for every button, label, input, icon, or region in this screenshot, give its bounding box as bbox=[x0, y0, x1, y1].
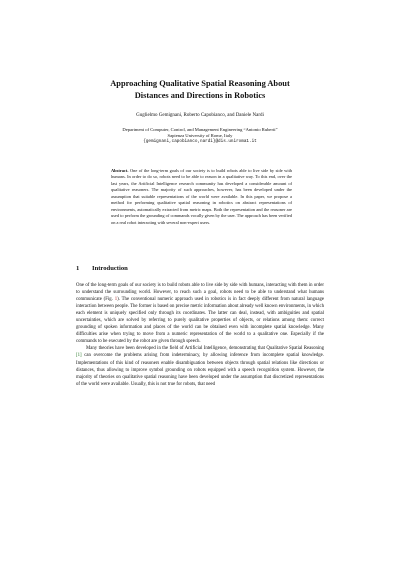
author-emails: {gemignani,capobianco,nardi}@dis.uniroma1.it bbox=[143, 139, 257, 145]
paragraph-1-text-b: ). The conventional numeric approach used in robotics is in fact deeply different from natural language interaction between people. The former is based on precise metric information about already well known environments, in which each element is uniquely specified only through its coordinates. The latter can deal, instead, with ambiguities and spatial uncertainties, which are solved by referring to purely qualitative properties of objects, or relations among them: correct grounding of spoken information and places of the world can be obtained even with incomplete spatial knowledge. Many difficulties arise when trying to move from a numeric representation of the world to a qualitative one. Especially if the commands to be executed by the robot are given through speech. bbox=[76, 297, 324, 345]
affiliation-university: Sapienza University of Rome, Italy bbox=[167, 133, 233, 139]
abstract-text: One of the long-term goals of our society is to build robots able to live side by side with humans. In order to do so, robots need to be able to reason in a qualitative way. To this end, over the last years, the Artificial Intelligence research community has developed a considerable amount of qualitative reasoners. The majority of such approaches, however, has been developed under the assumption that suitable representations of the world were available. In this paper, we propose a method for performing qualitative spatial reasoning in robotics on abstract representations of environments, automatically extracted from metric maps. Both the representation and the reasoner are used to perform the grounding of commands vocally given by the user. The approach has been verified on a real robot interacting with several non-expert users. bbox=[111, 168, 292, 225]
section-title: Introduction bbox=[92, 265, 128, 272]
section-heading bbox=[76, 264, 326, 273]
affiliation bbox=[40, 127, 360, 146]
section-number: 1 bbox=[76, 265, 80, 272]
title-line-1: Approaching Qualitative Spatial Reasoning About bbox=[110, 79, 290, 88]
affiliation-department: Department of Computer, Control, and Management Engineering “Antonio Ruberti” bbox=[122, 127, 278, 132]
paper-title bbox=[40, 78, 360, 102]
citation-link[interactable]: [1] bbox=[76, 353, 82, 359]
introduction-body bbox=[76, 282, 324, 388]
paragraph-2-text-a: Many theories have been developed in the field of Artificial Intelligence, demonstrating that Qualitative Spatial Reasoning bbox=[86, 346, 324, 352]
paragraph-2-text-b: can overcome the problems arising from indeterminacy, by allowing inference from incomplete spatial knowledge. Implementations of this kind of reasoners enable disambiguation between objects through spatial relations like directions or distances, thus allowing to improve symbol grounding on robots equipped with a speech recognition system. However, the majority of theories on qualitative spatial reasoning have been developed under the assumption that discretized representations of the world were available. Usually, this is not true for robots, that need bbox=[76, 353, 324, 387]
abstract-label: Abstract. bbox=[111, 168, 129, 173]
paragraph-1-text-a: One of the long-term goals of our society is to build robots able to live side by side with humans, interacting with them in order to understand the surrounding world. However, to reach such a goal, robots need to be able to understand what humans communicate (Fig. bbox=[76, 283, 324, 303]
author-list: Guglielmo Gemignani, Roberto Capobianco, and Daniele Nardi bbox=[136, 113, 264, 118]
paragraph-1 bbox=[76, 282, 324, 345]
title-line-2: Distances and Directions in Robotics bbox=[134, 91, 266, 100]
paragraph-2 bbox=[76, 345, 324, 387]
abstract bbox=[111, 168, 292, 226]
figure-reference-link[interactable]: 1 bbox=[114, 297, 118, 303]
